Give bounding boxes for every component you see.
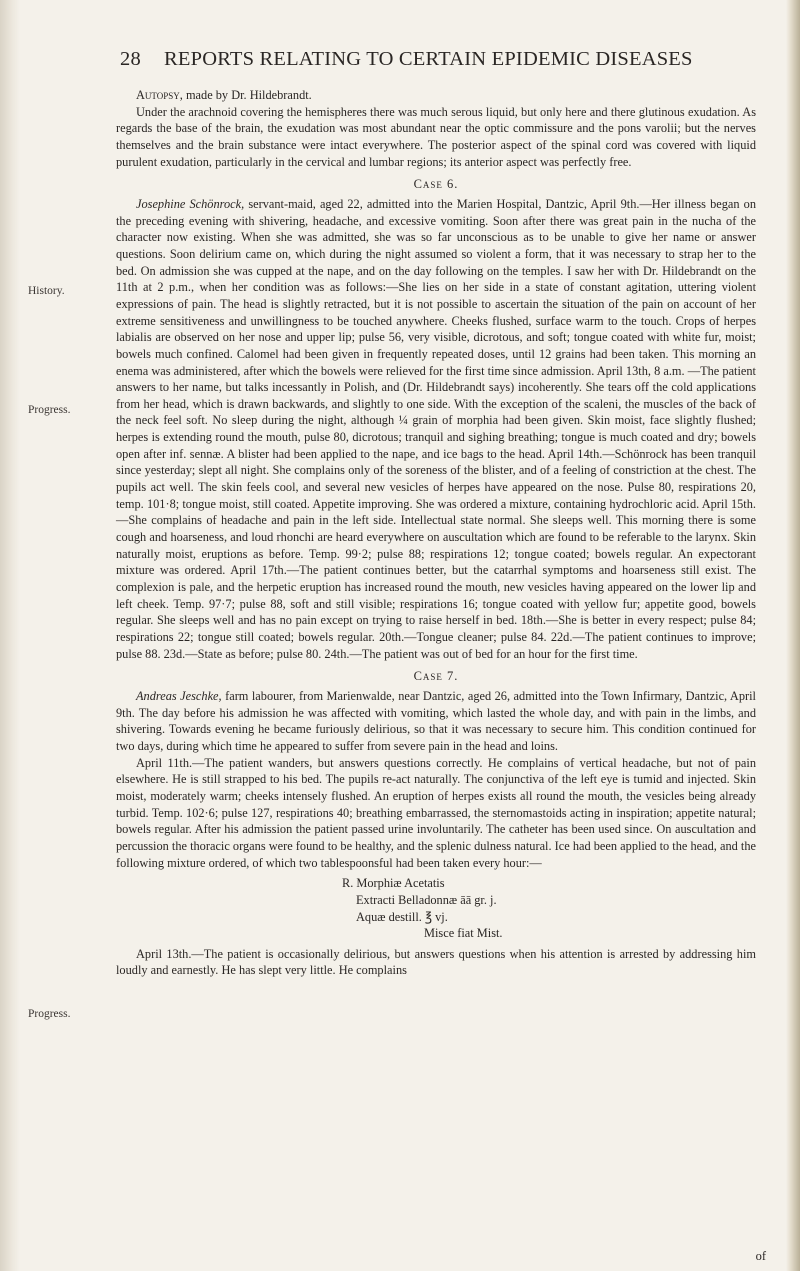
prescription-line: Aquæ destill. ℥ vj. — [356, 909, 448, 924]
margin-note-history: History. — [28, 285, 65, 297]
case-7-progress-paragraph: April 11th.—The patient wanders, but answers questions correctly. He complains of vertical headache, but not of pain elsewhere. He is still strapped to his bed. The pupils re-act naturally. The conjunctiva of the left eye is tumid and injected. Skin moist, moderately warm; cheeks intensely flushed. An eruption of herpes exists all round the mouth, the vesicles being already turbid. Temp. 102·6; pulse 127, respirations 40; breathing embarrassed, the sternomastoids acting in inspiration; appetite natural; bowels regular. After his admission the patient passed urine involuntarily. The catheter has been used since. On auscultation and percussion the thoracic organs were found to be healthy, and the splenic dulness natural. Ice had been applied to the head, and the following mixture ordered, of which two tablespoonsful had been taken every hour:— — [116, 755, 756, 870]
margin-note-progress: Progress. — [28, 404, 71, 416]
prescription-line: R. Morphiæ Acetatis — [342, 876, 445, 891]
case-7-heading: Case 7. — [413, 669, 459, 684]
case-6-patient-name: Josephine Schönrock, — [136, 196, 245, 211]
page-gutter-shadow — [0, 0, 20, 1271]
autopsy-heading: Autopsy, — [136, 88, 183, 102]
running-title: REPORTS RELATING TO CERTAIN EPIDEMIC DISEASES — [164, 48, 693, 70]
prescription-line: Misce fiat Mist. — [424, 926, 503, 941]
catchword: of — [755, 1249, 766, 1263]
case-7-paragraph — [116, 688, 756, 755]
page-number: 28 — [120, 48, 141, 70]
prescription — [342, 875, 756, 942]
autopsy-paragraph: Under the arachnoid covering the hemispheres there was much serous liquid, but only here and there glutinous exudation. As regards the base of the brain, the exudation was most abundant near the optic commissure and the pons varolii; but the nerves themselves and the brain substance were intact everywhere. The posterior aspect of the spinal cord was covered with liquid purulent exudation, particularly in the cervical and lumbar regions; its anterior aspect was perfectly free. — [116, 104, 756, 169]
autopsy-heading-line — [116, 87, 756, 104]
case-6-text: servant-maid, aged 22, admitted into the Marien Hospital, Dantzic, April 9th.—Her illness began on the preceding evening with shivering, headache, and excessive vomiting. Soon after there was great pain in the nucha of the character now existing. When she was admitted, she was so far unconscious as to be unable to give her name or answer questions. Soon delirium came on, which during the night assumed so violent a form, that it was necessary to strap her to the bed. On admission she was cupped at the nape, and on the day following on the temples. I saw her with Dr. Hildebrandt on the 11th at 2 p.m., when her condition was as follows:—She lies on her side in a state of constant agitation, uttering violent expressions of pain. The head is slightly retracted, but it is not possible to ascertain the situation of the pain on account of her extreme sensitiveness and unwillingness to be touched anywhere. Cheeks flushed, surface warm to the touch. Crops of herpes labialis are observed on her nose and upper lip; pulse 56, very visible, dicrotous, and soft; tongue coated with white fur, moist; bowels much confined. Calomel had been given in frequently repeated doses, until 12 grains had been taken. This morning an enema was administered, after which the bowels were relieved for the first time since admission. April 13th, 8 a.m. —The patient answers to her name, but talks incessantly in Polish, and (Dr. Hildebrandt says) incoherently. She tears off the cold applications from her head, which is drawn backwards, and slightly to one side. With the exception of the scaleni, the muscles of the back of the neck feel soft. No sleep during the night, although ¼ grain of morphia had been given. Skin moist, face slightly flushed; herpes is extending round the mouth, pulse 80, dicrotous; tranquil and sighing breathing; tongue is much coated and dry; bowels open after inf. sennæ. A blister had been applied to the nape, and ice bags to the head. April 14th.—Schönrock has been tranquil since yesterday; slept all night. She complains only of the soreness of the blister, and of a feeling of constriction at the chest. The pupils act well. The skin feels cool, and several new vesicles of herpes have appeared on the nose. Pulse 80, respirations 20, temp. 101·8; tongue moist, still coated. Appetite improving. She was ordered a mixture, containing hydrochloric acid. April 15th.—She complains of headache and pain in the left side. Intellectual state normal. She sleeps well. This morning there is some cough and hoarseness, and loud rhonchi are heard everywhere on auscultation which are found to be referable to the larynx. Skin naturally moist, eruptions as before. Temp. 99·2; pulse 88; respirations 12; tongue coated; bowels regular. An expectorant mixture was ordered. April 17th.—The patient continues better, but the catarrhal symptoms and hoarseness still exist. The complexion is pale, and the herpetic eruption has increased round the mouth, new vesicles having appeared on the lower lip and left cheek. Temp. 97·7; pulse 88, soft and still visible; respirations 16; tongue coated with yellow fur; appetite good, bowels regular. She sleeps well and has no pain except on trying to raise herself in bed. 18th.—She is better in every respect; pulse 84; respirations 22; tongue still coated; bowels regular. 20th.—Tongue cleaner; pulse 84. 22d.—The patient continues to improve; pulse 88. 23d.—State as before; pulse 80. 24th.—The patient was out of bed for an hour for the first time. — [116, 196, 756, 661]
page-header — [120, 48, 760, 71]
case-7-text: farm labourer, from Marienwalde, near Dantzic, aged 26, admitted into the Town Infirmary, Dantzic, April 9th. The day before his admission he was affected with vomiting, which lasted the whole day, and with pain in the limbs, and shivering. Towards evening he became furiously delirious, so that it was necessary to secure him. This condition continued for two days, during which time he appeared to suffer from severe pain in the head and loins. — [116, 688, 756, 753]
case-7-patient-name: Andreas Jeschke, — [136, 688, 222, 703]
autopsy-by: made by Dr. Hildebrandt. — [182, 88, 312, 102]
case-6-paragraph — [116, 196, 756, 662]
page-edge-shadow — [786, 0, 800, 1271]
case-6-heading: Case 6. — [413, 177, 459, 192]
case-7-april-13-paragraph: April 13th.—The patient is occasionally delirious, but answers questions when his attention is arrested by addressing him loudly and earnestly. He has slept very little. He complains — [116, 946, 756, 978]
body-text — [116, 87, 756, 979]
prescription-line: Extracti Belladonnæ āā gr. j. — [356, 892, 497, 907]
margin-note-progress: Progress. — [28, 1008, 71, 1020]
